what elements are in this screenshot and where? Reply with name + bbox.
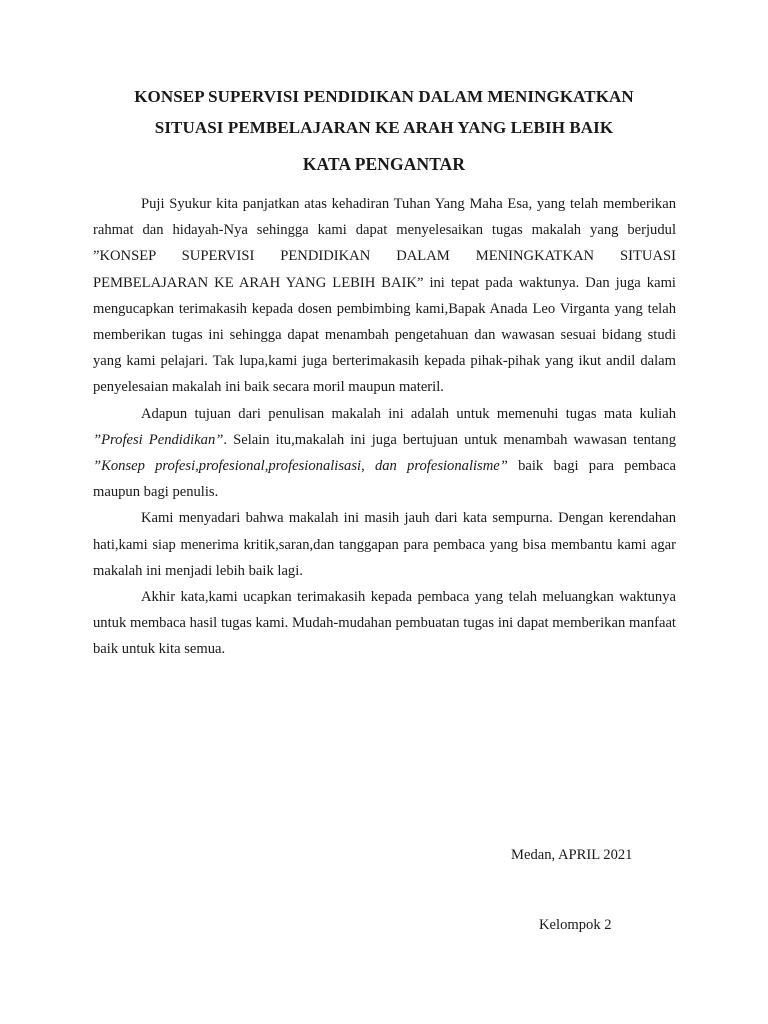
document-title-line-2: SITUASI PEMBELAJARAN KE ARAH YANG LEBIH BAIK — [154, 118, 614, 137]
paragraph-2-part-2: . Selain itu,makalah ini juga bertujuan untuk menambah wawasan tentang — [223, 431, 676, 448]
document-title-line-1: KONSEP SUPERVISI PENDIDIKAN DALAM MENINGKATKAN — [134, 87, 634, 106]
paragraph-2-part-3: baik bagi para pembaca maupun bagi penulis. — [93, 458, 676, 501]
paragraph-3: Kami menyadari bahwa makalah ini masih jauh dari kata sempurna. Dengan kerendahan hati,kami siap menerima kritik,saran,dan tanggapan para pembaca yang bisa membantu kami agar makalah ini menjadi lebih baik lagi. — [93, 510, 676, 579]
section-heading: KATA PENGANTAR — [302, 154, 466, 174]
paragraph-4: Akhir kata,kami ucapkan terimakasih kepada pembaca yang telah meluangkan waktunya untuk membaca hasil tugas kami. Mudah-mudahan pembuatan tugas ini dapat memberikan manfaat baik untuk kita semua. — [93, 589, 676, 658]
topic-name: ”Konsep profesi,profesional,profesionalisasi, dan profesionalisme” — [93, 458, 508, 475]
paragraph-2-part-1: Adapun tujuan dari penulisan makalah ini adalah untuk memenuhi tugas mata kuliah — [141, 405, 676, 422]
group-signature: Kelompok 2 — [539, 917, 612, 933]
body-text — [93, 191, 676, 663]
paragraph-2 — [93, 401, 676, 506]
place-and-date: Medan, APRIL 2021 — [511, 847, 633, 863]
course-name: ”Profesi Pendidikan” — [93, 431, 224, 448]
paragraph-1: Puji Syukur kita panjatkan atas kehadiran Tuhan Yang Maha Esa, yang telah memberikan rahmat dan hidayah-Nya sehingga kami dapat menyelesaikan tugas makalah yang berjudul ”KONSEP SUPERVISI PENDIDIKAN DALAM MENINGKATKAN SITUASI PEMBELAJARAN KE ARAH YANG LEBIH BAIK” ini tepat pada waktunya. Dan juga kami mengucapkan terimakasih kepada dosen pembimbing kami,Bapak Anada Leo Virganta yang telah memberikan tugas ini sehingga dapat menambah pengetahuan dan wawasan sesuai bidang studi yang kami pelajari. Tak lupa,kami juga berterimakasih kepada pihak-pihak yang ikut andil dalam penyelesaian makalah ini baik secara moril maupun materil. — [93, 196, 676, 396]
